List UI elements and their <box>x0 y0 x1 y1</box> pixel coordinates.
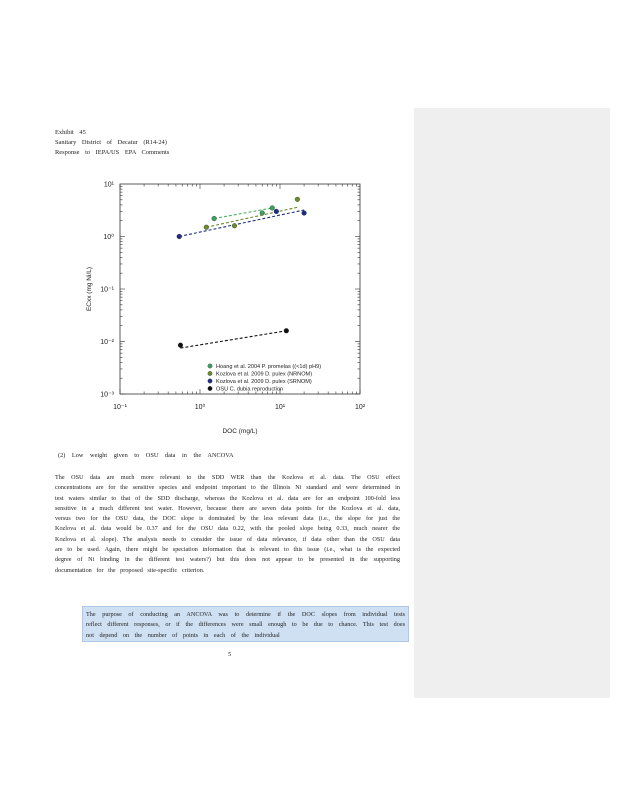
data-point <box>260 211 265 216</box>
highlighted-paragraph[interactable]: The purpose of conducting an ANCOVA was to determine if the DOC slopes from individual tests reflect different responses, or if the differences were small enough to be due to chance. This test does not depend on the number of points in each of the individual <box>86 611 405 639</box>
data-point <box>274 209 279 214</box>
legend-marker <box>208 386 212 390</box>
legend-label: OSU C. dubia reproduction <box>216 386 284 393</box>
document-header <box>55 128 169 159</box>
data-point <box>270 206 275 211</box>
page-number: 5 <box>228 651 232 658</box>
y-tick-label: 10⁻³ <box>100 391 114 399</box>
data-point <box>232 223 237 228</box>
legend-label: Kozlova et al. 2009 D. pulex (NRNOM) <box>216 371 313 378</box>
regression-line <box>180 331 286 348</box>
y-tick-label: 10¹ <box>103 181 114 189</box>
legend-label: Kozlova et al. 2009 D. pulex (SRNOM) <box>216 379 312 385</box>
data-point <box>177 234 182 239</box>
comment-pane[interactable] <box>414 108 610 698</box>
y-tick-label: 10⁻² <box>100 339 114 346</box>
legend-marker <box>208 364 212 368</box>
plot-frame <box>120 184 360 394</box>
legend-label: Hoang et al. 2004 P. promelas ((<1d) pH9) <box>216 364 322 370</box>
x-tick-label: 10⁻¹ <box>113 404 127 411</box>
response-line: Response to IEPA/US EPA Comments <box>55 149 170 157</box>
body-paragraph: The OSU data are much more relevant to the SDD WER than the Kozlova et al. data. The OSU effect concentrations are for the sensitive species and endpoint important to the Illinois Ni standard and were determined in test waters similar to that of the SDD discharge, whereas the Kozlova et al. data are for an endpoint 100-fold less sensitive in a much different test water. However, because there are seven data points for the Kozlova et al. data, versus two for the OSU data, the DOC slope is dominated by the less relevant data (i.e., the slope for just the Kozlova et al. data would be 0.37 and for the OSU data 0.22, with the pooled slope being 0.33, much nearer the Kozlova et al. slope). The analysis needs to consider the issue of data relevance, if data other than the OSU data are to be used. Again, there might be speciation information that is relevant to this issue (i.e., what is the expected degree of Ni binding in the different test waters?) but this does not appear to be presented in the supporting documentation for the proposed site-specific criterion. <box>55 474 400 574</box>
y-tick-label: 10⁰ <box>103 234 114 241</box>
legend-marker <box>208 379 212 383</box>
district-line: Sanitary District of Decatur (R14-24) <box>55 139 167 147</box>
doc-ecxx-chart <box>78 176 368 442</box>
x-tick-label: 10⁰ <box>194 404 206 411</box>
x-tick-label: 10¹ <box>274 404 286 411</box>
x-tick-label: 10² <box>354 404 366 411</box>
data-point <box>295 197 300 202</box>
section-heading: (2) Low weight given to OSU data in the ANCOVA <box>58 452 234 459</box>
data-point <box>204 225 209 230</box>
exhibit-line: Exhibit 45 <box>55 129 86 136</box>
y-tick-label: 10⁻¹ <box>100 286 114 294</box>
data-point <box>284 328 289 333</box>
highlighted-selection[interactable] <box>82 606 409 642</box>
data-point <box>212 216 217 221</box>
data-point <box>302 211 307 216</box>
chart-svg <box>78 176 368 442</box>
legend-marker <box>208 371 212 375</box>
data-point <box>178 343 183 348</box>
y-axis-label: ECxx (mg Ni/L) <box>86 266 93 312</box>
x-axis-label: DOC (mg/L) <box>222 428 258 435</box>
